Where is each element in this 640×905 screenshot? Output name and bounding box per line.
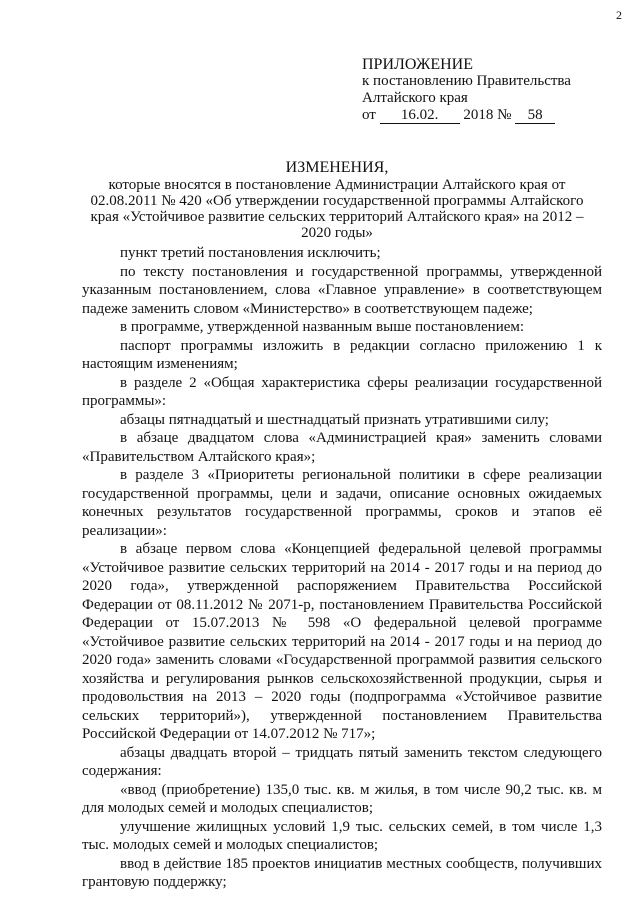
paragraph: абзацы пятнадцатый и шестнадцатый признать утратившими силу; <box>120 411 549 428</box>
annex-year: 2018 <box>463 107 494 123</box>
heading-title: ИЗМЕНЕНИЯ, <box>285 159 389 176</box>
paragraph: в абзаце первом слова «Концепцией федеральной целевой программы «Устойчивое развитие сельских территорий на 2014 - 2017 годы и на период до 2020 года», утвержденной распоряжением Правительства Российской Федерации от 08.11.2012 № 2071-р, постановлением Правительства Российской Федерации от 15.07.2013 № 598 «О федеральной целевой программе «Устойчивое развитие сельских территорий на 2014 - 2017 годы и на период до 2020 года» заменить словами «Государственной программой развития сельского хозяйства и регулирования рынков сельскохозяйственной продукции, сырья и продовольствия на 2013 – 2020 годы (подпрограмма «Устойчивое развитие сельских территорий»), утвержденной постановлением Правительства Российской Федерации от 14.07.2012 № 717»; <box>82 541 602 742</box>
page-number: 2 <box>616 8 622 22</box>
paragraph: «ввод (приобретение) 135,0 тыс. кв. м жилья, в том числе 90,2 тыс. кв. м для молодых семей и молодых специалистов; <box>82 781 602 816</box>
paragraph: пункт третий постановления исключить; <box>120 245 381 261</box>
annex-number-sign: № <box>497 107 512 123</box>
annex-number: 58 <box>515 108 555 124</box>
heading-block <box>82 160 592 241</box>
annex-block <box>362 56 571 124</box>
paragraph: в программе, утвержденной названным выше постановлением: <box>120 319 525 335</box>
annex-title: ПРИЛОЖЕНИЕ <box>362 56 474 73</box>
document-body <box>82 244 602 892</box>
paragraph: улучшение жилищных условий 1,9 тыс. сельских семей, в том числе 1,3 тыс. молодых семей и молодых специалистов; <box>82 818 602 853</box>
paragraph: в разделе 3 «Приоритеты региональной политики в сфере реализации государственной программы, цели и задачи, описание основных ожидаемых конечных результатов государственной программы, сроков и этапов её реализации»: <box>82 467 602 539</box>
paragraph: ввод в действие 185 проектов инициатив местных сообществ, получивших грантовую поддержку; <box>82 855 602 890</box>
paragraph: в абзаце двадцатом слова «Администрацией края» заменить словами «Правительством Алтайского края»; <box>82 430 602 465</box>
annex-from-label: от <box>362 107 376 123</box>
heading-subtitle: которые вносятся в постановление Администрации Алтайского края от 02.08.2011 № 420 «Об утверждении государственной программы Алтайского края «Устойчивое развитие сельских территорий Алтайского края» на 2012 – 2020 годы» <box>90 177 584 241</box>
annex-date: 16.02. <box>380 108 460 124</box>
paragraph: по тексту постановления и государственной программы, утвержденной указанным постановлением, слова «Главное управление» в соответствующем падеже заменить словом «Министерство» в соответствующем падеже; <box>82 263 602 317</box>
annex-date-line <box>362 107 571 124</box>
annex-line-1: к постановлению Правительства <box>362 73 571 89</box>
annex-line-2: Алтайского края <box>362 90 468 106</box>
paragraph: паспорт программы изложить в редакции согласно приложению 1 к настоящим изменениям; <box>82 337 602 372</box>
paragraph: в разделе 2 «Общая характеристика сферы реализации государственной программы»: <box>82 374 602 409</box>
paragraph: абзацы двадцать второй – тридцать пятый заменить текстом следующего содержания: <box>82 744 602 779</box>
